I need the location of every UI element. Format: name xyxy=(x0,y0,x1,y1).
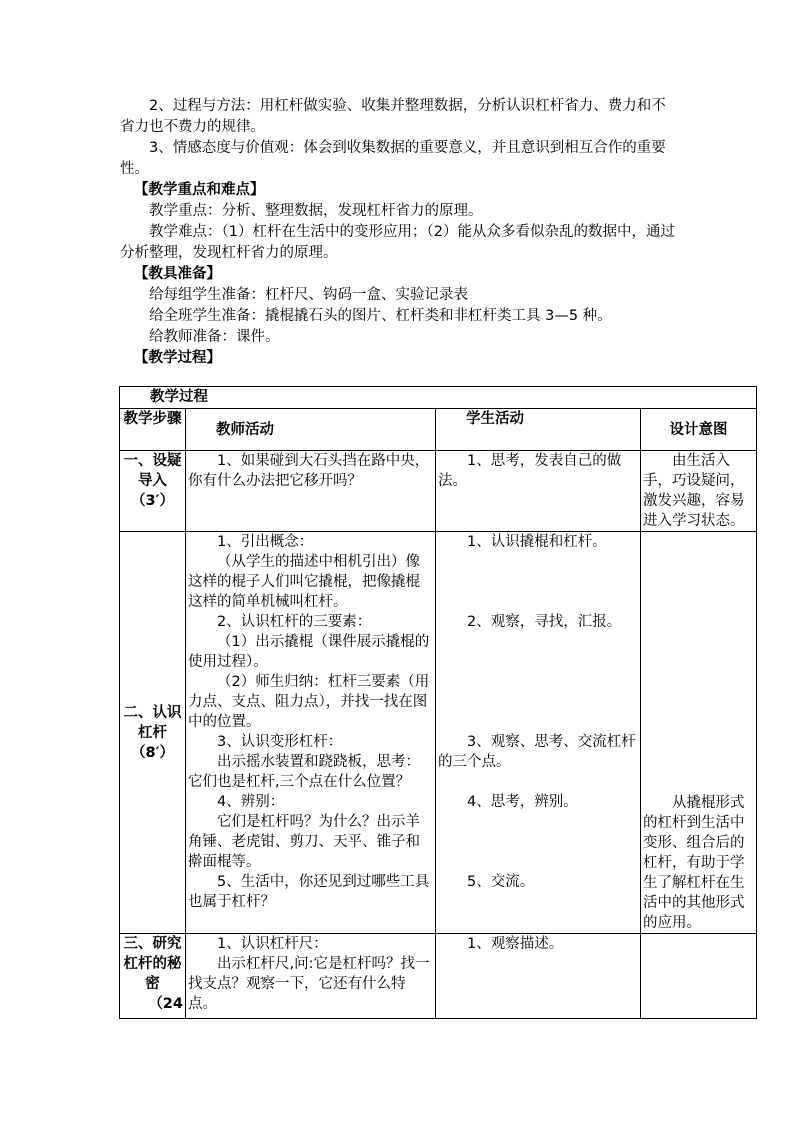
teacher-line: 1、认识杠杆尺： xyxy=(217,936,328,952)
student-cell xyxy=(436,532,641,934)
teacher-line: 1、如果碰到大石头挡在路中央，你有什么办法把它移开吗？ xyxy=(188,453,430,489)
header-design: 设计意图 xyxy=(641,409,757,451)
student-line: 5、交流。 xyxy=(467,874,535,890)
design-text: 由生活入手，巧设疑问，激发兴趣，容易进入学习状态。 xyxy=(643,453,745,529)
key-points-heading: 【教学重点和难点】 xyxy=(134,182,265,198)
step-time: （8′） xyxy=(131,744,174,761)
design-text: 从撬棍形式的杠杆到生活中变形、组合后的杠杆，有助于学生了解杠杆在生活中的其他形式的应用。 xyxy=(643,795,745,931)
student-cell xyxy=(436,451,641,532)
key-point: 教学重点：分析、整理数据，发现杠杆省力的原理。 xyxy=(149,203,483,219)
teacher-line: 4、辨别： xyxy=(217,794,285,810)
table-row xyxy=(120,451,757,532)
teacher-cell xyxy=(186,532,436,934)
step-cell xyxy=(120,451,186,532)
tools-heading: 【教具准备】 xyxy=(134,266,221,282)
teacher-line: （从学生的描述中相机引出）像这样的棍子人们叫它撬棍，把像撬棍这样的简单机械叫杠杆。 xyxy=(188,554,420,610)
teacher-line: （2）师生归纳：杠杆三要素（用力点、支点、阻力点），并找一找在图中的位置。 xyxy=(188,674,430,730)
student-cell xyxy=(436,934,641,1019)
student-line: 2、观察，寻找，汇报。 xyxy=(467,614,622,630)
header-teacher: 教师活动 xyxy=(186,409,436,451)
teacher-line: 它们是杠杆吗？为什么？出示羊角锤、老虎钳、剪刀、天平、锥子和擀面棍等。 xyxy=(188,814,420,870)
header-student: 学生活动 xyxy=(436,409,641,451)
student-line: 1、认识撬棍和杠杆。 xyxy=(467,534,607,550)
tools-class: 给全班学生准备：撬棍撬石头的图片、杠杆类和非杠杆类工具 3—5 种。 xyxy=(149,308,612,324)
teacher-line: 出示摇水装置和跷跷板，思考：它们也是杠杆,三个点在什么位置？ xyxy=(188,754,420,790)
design-cell xyxy=(641,934,757,1019)
teacher-line: 2、认识杠杆的三要素： xyxy=(217,614,372,630)
table-caption-row xyxy=(120,387,757,409)
table-row xyxy=(120,532,757,934)
student-line: 3、观察、思考、交流杠杆的三个点。 xyxy=(438,734,636,770)
student-line: 1、观察描述。 xyxy=(467,936,564,952)
table-row xyxy=(120,934,757,1019)
lesson-plan-table xyxy=(119,386,757,1019)
teacher-line: 3、认识变形杠杆： xyxy=(217,734,343,750)
student-line: 4、思考，辨别。 xyxy=(467,794,578,810)
header-step: 教学步骤 xyxy=(120,409,186,451)
process-heading: 【教学过程】 xyxy=(134,350,221,366)
table-header-row xyxy=(120,409,757,451)
teacher-cell xyxy=(186,451,436,532)
teacher-line: （1）出示撬棍（课件展示撬棍的使用过程）。 xyxy=(188,634,430,670)
goal-process-method: 2、过程与方法：用杠杆做实验、收集并整理数据，分析认识杠杆省力、费力和不省力也不费力的规律。 xyxy=(120,98,666,135)
step-time: （24 xyxy=(148,996,183,1012)
step-cell xyxy=(120,934,186,1019)
step-label: 一、设疑导入 xyxy=(123,453,182,489)
step-time: （3′） xyxy=(131,493,174,509)
difficulty: 教学难点：（1）杠杆在生活中的变形应用；（2）能从众多看似杂乱的数据中，通过分析整理，发现杠杆省力的原理。 xyxy=(120,224,675,261)
intro-section xyxy=(120,96,680,369)
teacher-cell xyxy=(186,934,436,1019)
design-cell xyxy=(641,532,757,934)
tools-group: 给每组学生准备：杠杆尺、钩码一盒、实验记录表 xyxy=(149,287,468,303)
table-caption: 教学过程 xyxy=(120,387,757,409)
student-line: 1、思考，发表自己的做法。 xyxy=(438,453,622,489)
teacher-line: 出示杠杆尺,问:它是杠杆吗？找一找支点？观察一下，它还有什么特点。 xyxy=(188,956,430,1012)
teacher-line: 5、生活中，你还见到过哪些工具也属于杠杆？ xyxy=(188,874,430,910)
teacher-line: 1、引出概念： xyxy=(217,534,314,550)
goal-attitude: 3、情感态度与价值观：体会到收集数据的重要意义，并且意识到相互合作的重要性。 xyxy=(120,140,666,177)
design-cell xyxy=(641,451,757,532)
step-label: 三、研究杠杆的秘密 xyxy=(123,936,182,992)
step-cell xyxy=(120,532,186,934)
step-label: 二、认识杠杆 xyxy=(123,704,182,741)
tools-teacher: 给教师准备：课件。 xyxy=(149,329,280,345)
